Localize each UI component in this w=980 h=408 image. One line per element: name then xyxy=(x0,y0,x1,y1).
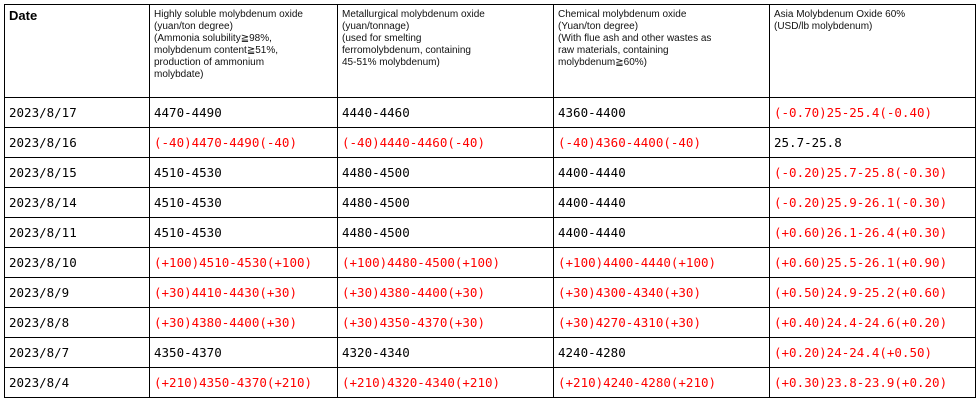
header-line: ferromolybdenum, containing xyxy=(342,45,471,56)
header-line: (yuan/tonnage) xyxy=(342,21,410,32)
table-row xyxy=(5,128,976,158)
highly-soluble-price-cell: (-40)4470-4490(-40) xyxy=(150,128,338,158)
chemical-price-cell: (+30)4300-4340(+30) xyxy=(554,278,770,308)
chemical-price-cell: (+210)4240-4280(+210) xyxy=(554,368,770,398)
highly-soluble-price-cell: 4350-4370 xyxy=(150,338,338,368)
date-cell: 2023/8/16 xyxy=(5,128,150,158)
table-row xyxy=(5,278,976,308)
metallurgical-price-cell: 4480-4500 xyxy=(338,188,554,218)
header-metallurgical-molybdenum-oxide xyxy=(338,5,554,98)
asia-oxide-price-cell: (+0.40)24.4-24.6(+0.20) xyxy=(770,308,976,338)
metallurgical-price-cell: (+210)4320-4340(+210) xyxy=(338,368,554,398)
table-row xyxy=(5,308,976,338)
header-line: 45-51% molybdenum) xyxy=(342,57,440,68)
table-row xyxy=(5,158,976,188)
table-row xyxy=(5,218,976,248)
metallurgical-price-cell: 4480-4500 xyxy=(338,218,554,248)
table-row xyxy=(5,248,976,278)
highly-soluble-price-cell: (+210)4350-4370(+210) xyxy=(150,368,338,398)
highly-soluble-price-cell: (+30)4410-4430(+30) xyxy=(150,278,338,308)
highly-soluble-price-cell: (+30)4380-4400(+30) xyxy=(150,308,338,338)
metallurgical-price-cell: (+30)4380-4400(+30) xyxy=(338,278,554,308)
date-cell: 2023/8/7 xyxy=(5,338,150,368)
asia-oxide-price-cell: (+0.60)25.5-26.1(+0.90) xyxy=(770,248,976,278)
table-row xyxy=(5,98,976,128)
metallurgical-price-cell: (-40)4440-4460(-40) xyxy=(338,128,554,158)
header-date: Date xyxy=(5,5,150,98)
chemical-price-cell: 4400-4440 xyxy=(554,158,770,188)
highly-soluble-price-cell: 4510-4530 xyxy=(150,158,338,188)
date-cell: 2023/8/14 xyxy=(5,188,150,218)
header-line: (With flue ash and other wastes as xyxy=(558,33,712,44)
header-row xyxy=(5,5,976,98)
metallurgical-price-cell: (+100)4480-4500(+100) xyxy=(338,248,554,278)
date-cell: 2023/8/10 xyxy=(5,248,150,278)
date-cell: 2023/8/11 xyxy=(5,218,150,248)
chemical-price-cell: 4400-4440 xyxy=(554,188,770,218)
header-line: raw materials, containing xyxy=(558,45,669,56)
header-line: production of ammonium xyxy=(154,57,265,68)
asia-oxide-price-cell: 25.7-25.8 xyxy=(770,128,976,158)
asia-oxide-price-cell: (+0.60)26.1-26.4(+0.30) xyxy=(770,218,976,248)
chemical-price-cell: (+100)4400-4440(+100) xyxy=(554,248,770,278)
header-line: (yuan/ton degree) xyxy=(154,21,233,32)
header-line: molybdenum≧60%) xyxy=(558,57,647,68)
metallurgical-price-cell: 4440-4460 xyxy=(338,98,554,128)
chemical-price-cell: (+30)4270-4310(+30) xyxy=(554,308,770,338)
header-line: Chemical molybdenum oxide xyxy=(558,9,687,20)
metallurgical-price-cell: 4480-4500 xyxy=(338,158,554,188)
header-line: (Yuan/ton degree) xyxy=(558,21,639,32)
table-row xyxy=(5,188,976,218)
asia-oxide-price-cell: (+0.30)23.8-23.9(+0.20) xyxy=(770,368,976,398)
chemical-price-cell: 4240-4280 xyxy=(554,338,770,368)
asia-oxide-price-cell: (-0.70)25-25.4(-0.40) xyxy=(770,98,976,128)
header-line: Asia Molybdenum Oxide 60% xyxy=(774,9,906,20)
table-row xyxy=(5,338,976,368)
highly-soluble-price-cell: 4510-4530 xyxy=(150,218,338,248)
table-row xyxy=(5,368,976,398)
asia-oxide-price-cell: (+0.20)24-24.4(+0.50) xyxy=(770,338,976,368)
header-line: (USD/lb molybdenum) xyxy=(774,21,873,32)
highly-soluble-price-cell: 4510-4530 xyxy=(150,188,338,218)
chemical-price-cell: 4360-4400 xyxy=(554,98,770,128)
date-cell: 2023/8/4 xyxy=(5,368,150,398)
chemical-price-cell: (-40)4360-4400(-40) xyxy=(554,128,770,158)
asia-oxide-price-cell: (+0.50)24.9-25.2(+0.60) xyxy=(770,278,976,308)
date-cell: 2023/8/8 xyxy=(5,308,150,338)
chemical-price-cell: 4400-4440 xyxy=(554,218,770,248)
highly-soluble-price-cell: 4470-4490 xyxy=(150,98,338,128)
header-chemical-molybdenum-oxide xyxy=(554,5,770,98)
header-asia-molybdenum-oxide xyxy=(770,5,976,98)
header-line: molybdenum content≧51%, xyxy=(154,45,279,56)
header-line: (used for smelting xyxy=(342,33,422,44)
header-line: (Ammonia solubility≧98%, xyxy=(154,33,272,44)
header-line: Metallurgical molybdenum oxide xyxy=(342,9,485,20)
metallurgical-price-cell: (+30)4350-4370(+30) xyxy=(338,308,554,338)
asia-oxide-price-cell: (-0.20)25.9-26.1(-0.30) xyxy=(770,188,976,218)
asia-oxide-price-cell: (-0.20)25.7-25.8(-0.30) xyxy=(770,158,976,188)
metallurgical-price-cell: 4320-4340 xyxy=(338,338,554,368)
header-line: molybdate) xyxy=(154,69,204,80)
highly-soluble-price-cell: (+100)4510-4530(+100) xyxy=(150,248,338,278)
date-cell: 2023/8/17 xyxy=(5,98,150,128)
header-highly-soluble-molybdenum-oxide xyxy=(150,5,338,98)
date-cell: 2023/8/15 xyxy=(5,158,150,188)
date-cell: 2023/8/9 xyxy=(5,278,150,308)
molybdenum-price-table xyxy=(4,4,976,398)
header-line: Highly soluble molybdenum oxide xyxy=(154,9,303,20)
